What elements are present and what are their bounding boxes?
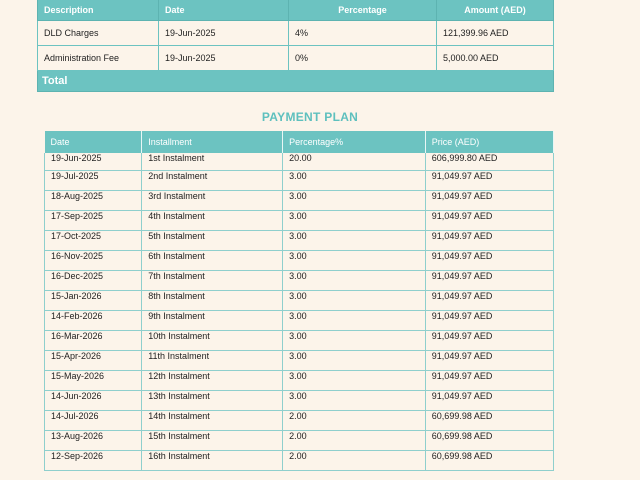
plan-row <box>45 371 554 391</box>
plan-row <box>45 153 554 171</box>
fees-cell-description: Administration Fee <box>38 46 159 71</box>
plan-cell-price: 91,049.97 AED <box>425 371 553 391</box>
plan-cell-installment: 8th Instalment <box>142 291 283 311</box>
plan-row <box>45 271 554 291</box>
plan-cell-installment: 5th Instalment <box>142 231 283 251</box>
plan-cell-percentage: 3.00 <box>283 231 426 251</box>
plan-row <box>45 331 554 351</box>
plan-cell-installment: 2nd Instalment <box>142 171 283 191</box>
plan-row <box>45 191 554 211</box>
plan-cell-installment: 14th Instalment <box>142 411 283 431</box>
plan-cell-percentage: 3.00 <box>283 171 426 191</box>
plan-cell-date: 14-Jul-2026 <box>45 411 142 431</box>
plan-cell-price: 91,049.97 AED <box>425 391 553 411</box>
plan-header-price: Price (AED) <box>425 131 553 153</box>
plan-cell-percentage: 3.00 <box>283 351 426 371</box>
plan-cell-date: 16-Nov-2025 <box>45 251 142 271</box>
plan-cell-installment: 11th Instalment <box>142 351 283 371</box>
plan-cell-date: 15-May-2026 <box>45 371 142 391</box>
plan-row <box>45 231 554 251</box>
plan-cell-price: 606,999.80 AED <box>425 153 553 171</box>
plan-cell-installment: 3rd Instalment <box>142 191 283 211</box>
plan-cell-installment: 4th Instalment <box>142 211 283 231</box>
plan-cell-percentage: 2.00 <box>283 411 426 431</box>
plan-cell-price: 91,049.97 AED <box>425 291 553 311</box>
plan-header-row <box>45 131 554 153</box>
plan-cell-installment: 6th Instalment <box>142 251 283 271</box>
plan-header-installment: Installment <box>142 131 283 153</box>
plan-cell-percentage: 3.00 <box>283 271 426 291</box>
plan-cell-price: 91,049.97 AED <box>425 311 553 331</box>
plan-cell-date: 12-Sep-2026 <box>45 451 142 471</box>
plan-row <box>45 451 554 471</box>
plan-cell-date: 18-Aug-2025 <box>45 191 142 211</box>
plan-cell-price: 91,049.97 AED <box>425 171 553 191</box>
plan-cell-price: 60,699.98 AED <box>425 451 553 471</box>
plan-cell-installment: 16th Instalment <box>142 451 283 471</box>
plan-cell-installment: 10th Instalment <box>142 331 283 351</box>
fees-total-label: Total <box>38 71 554 92</box>
plan-cell-price: 60,699.98 AED <box>425 411 553 431</box>
plan-cell-date: 17-Oct-2025 <box>45 231 142 251</box>
plan-header-percentage: Percentage% <box>283 131 426 153</box>
plan-cell-installment: 9th Instalment <box>142 311 283 331</box>
plan-cell-percentage: 3.00 <box>283 391 426 411</box>
plan-body <box>45 153 554 471</box>
plan-row <box>45 411 554 431</box>
plan-cell-installment: 1st Instalment <box>142 153 283 171</box>
plan-cell-installment: 13th Instalment <box>142 391 283 411</box>
plan-cell-date: 16-Dec-2025 <box>45 271 142 291</box>
plan-cell-date: 15-Apr-2026 <box>45 351 142 371</box>
fees-cell-amount: 121,399.96 AED <box>437 21 554 46</box>
fees-row <box>38 21 554 46</box>
plan-cell-date: 13-Aug-2026 <box>45 431 142 451</box>
fees-row <box>38 46 554 71</box>
fees-cell-percentage: 4% <box>289 21 437 46</box>
plan-row <box>45 251 554 271</box>
plan-cell-percentage: 2.00 <box>283 451 426 471</box>
plan-cell-installment: 15th Instalment <box>142 431 283 451</box>
fees-header-row <box>38 0 554 21</box>
plan-cell-price: 60,699.98 AED <box>425 431 553 451</box>
fees-header-amount: Amount (AED) <box>437 0 554 21</box>
fees-header-percentage: Percentage <box>289 0 437 21</box>
plan-cell-percentage: 2.00 <box>283 431 426 451</box>
plan-row <box>45 391 554 411</box>
fees-cell-date: 19-Jun-2025 <box>159 46 289 71</box>
plan-cell-date: 14-Feb-2026 <box>45 311 142 331</box>
plan-cell-percentage: 3.00 <box>283 291 426 311</box>
plan-cell-installment: 7th Instalment <box>142 271 283 291</box>
payment-plan-table <box>44 131 554 471</box>
fees-cell-date: 19-Jun-2025 <box>159 21 289 46</box>
plan-cell-percentage: 20.00 <box>283 153 426 171</box>
plan-row <box>45 211 554 231</box>
plan-cell-price: 91,049.97 AED <box>425 251 553 271</box>
plan-cell-price: 91,049.97 AED <box>425 231 553 251</box>
plan-cell-percentage: 3.00 <box>283 251 426 271</box>
plan-cell-price: 91,049.97 AED <box>425 351 553 371</box>
plan-row <box>45 351 554 371</box>
fees-header-description: Description <box>38 0 159 21</box>
plan-cell-date: 17-Sep-2025 <box>45 211 142 231</box>
plan-cell-date: 19-Jun-2025 <box>45 153 142 171</box>
plan-cell-percentage: 3.00 <box>283 211 426 231</box>
plan-row <box>45 431 554 451</box>
fees-table <box>37 0 554 92</box>
fees-cell-amount: 5,000.00 AED <box>437 46 554 71</box>
plan-cell-installment: 12th Instalment <box>142 371 283 391</box>
payment-plan-title: PAYMENT PLAN <box>261 110 359 124</box>
plan-cell-date: 16-Mar-2026 <box>45 331 142 351</box>
plan-cell-percentage: 3.00 <box>283 191 426 211</box>
fees-header-date: Date <box>159 0 289 21</box>
fees-total-row <box>38 71 554 92</box>
plan-header-date: Date <box>45 131 142 153</box>
plan-cell-price: 91,049.97 AED <box>425 331 553 351</box>
plan-cell-percentage: 3.00 <box>283 331 426 351</box>
plan-cell-date: 15-Jan-2026 <box>45 291 142 311</box>
plan-cell-price: 91,049.97 AED <box>425 191 553 211</box>
plan-cell-date: 19-Jul-2025 <box>45 171 142 191</box>
plan-cell-price: 91,049.97 AED <box>425 271 553 291</box>
fees-cell-description: DLD Charges <box>38 21 159 46</box>
plan-row <box>45 171 554 191</box>
plan-row <box>45 291 554 311</box>
fees-cell-percentage: 0% <box>289 46 437 71</box>
plan-cell-percentage: 3.00 <box>283 371 426 391</box>
plan-cell-percentage: 3.00 <box>283 311 426 331</box>
plan-cell-price: 91,049.97 AED <box>425 211 553 231</box>
plan-row <box>45 311 554 331</box>
plan-cell-date: 14-Jun-2026 <box>45 391 142 411</box>
